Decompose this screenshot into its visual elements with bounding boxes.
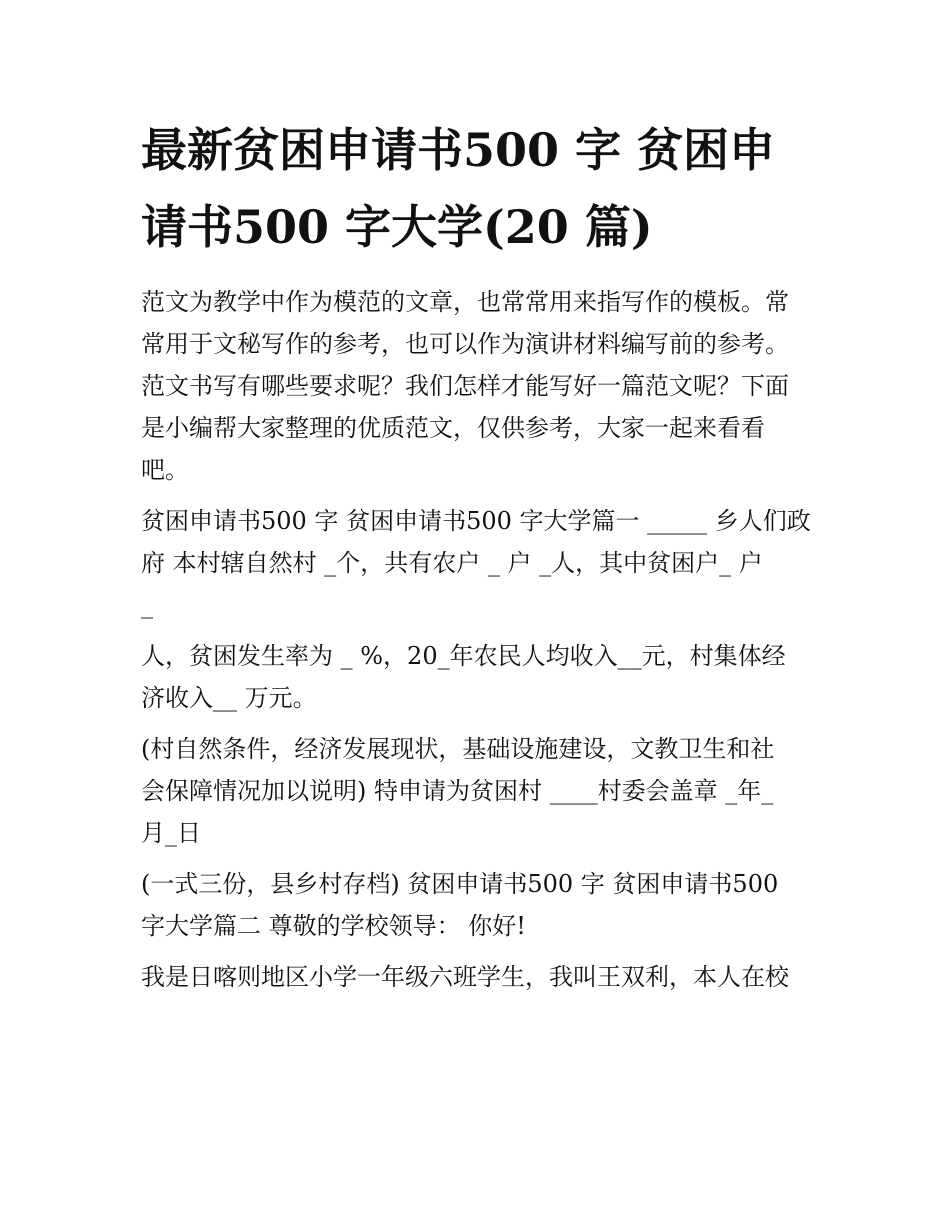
document-body	[141, 281, 831, 1007]
paragraph-village-conditions	[141, 728, 831, 854]
text-line: 范文书写有哪些要求呢？我们怎样才能写好一篇范文呢？下面	[141, 372, 789, 400]
text-line: 人，贫困发生率为 _ %，20_年农民人均收入__元，村集体经	[141, 642, 786, 670]
text-line: 我是日喀则地区小学一年级六班学生，我叫王双利，本人在校	[141, 963, 789, 991]
text-line: 贫困申请书500 字 贫困申请书500 字大学篇一 _____ 乡人们政	[141, 507, 811, 535]
text-line: (村自然条件，经济发展现状，基础设施建设，文教卫生和社	[141, 735, 775, 763]
text-line: 是小编帮大家整理的优质范文，仅供参考，大家一起来看看	[141, 414, 765, 442]
paragraph-student-intro	[141, 956, 831, 998]
text-line: 常用于文秘写作的参考，也可以作为演讲材料编写前的参考。	[141, 330, 789, 358]
text-line: (一式三份，县乡村存档) 贫困申请书500 字 贫困申请书500	[141, 870, 779, 898]
paragraph-poverty-rate	[141, 635, 831, 719]
paragraph-intro	[141, 281, 831, 491]
text-line: 府 本村辖自然村 _个，共有农户 _ 户 _人，其中贫困户_ 户	[141, 549, 763, 577]
text-line: 范文为教学中作为模范的文章，也常常用来指写作的模板。常	[141, 288, 789, 316]
paragraph-article-one	[141, 500, 831, 626]
text-line: 吧。	[141, 456, 189, 484]
text-line: 字大学篇二 尊敬的学校领导： 你好!	[141, 912, 526, 940]
text-line: 月_日	[141, 819, 201, 847]
paragraph-article-two	[141, 863, 831, 947]
title-line: 请书500 字大学(20 篇)	[141, 200, 653, 254]
title-line: 最新贫困申请书500 字 贫困申	[141, 123, 776, 177]
text-line: _	[141, 591, 153, 619]
text-line: 会保障情况加以说明) 特申请为贫困村 ____村委会盖章 _年_	[141, 777, 774, 805]
document-title	[141, 112, 831, 266]
text-line: 济收入__ 万元。	[141, 684, 317, 712]
